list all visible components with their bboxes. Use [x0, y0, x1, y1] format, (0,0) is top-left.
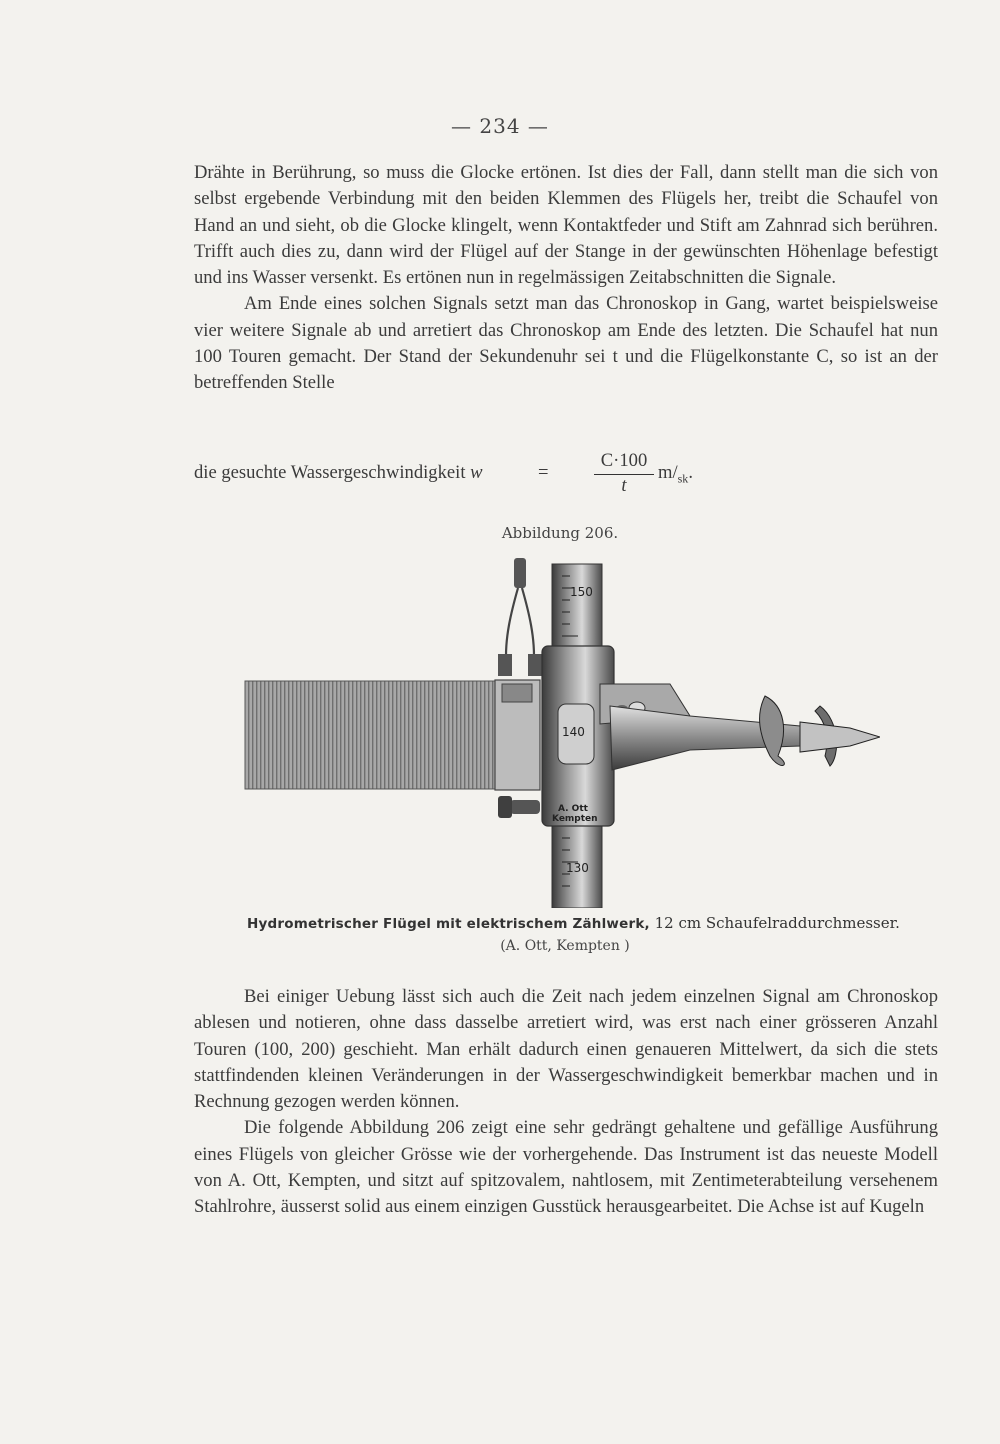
cable-plug	[514, 558, 526, 588]
formula-unit: $m/_{sk}$.	[658, 462, 693, 486]
tail-plate	[245, 681, 505, 789]
formula-numerator: C·100	[600, 450, 648, 471]
figure-caption	[247, 914, 900, 932]
body-text-bottom	[194, 984, 938, 1221]
paragraph: Am Ende eines solchen Signals setzt man das Chronoskop in Gang, wartet beispielsweise vier weitere Signale ab und arretiert das Chronoskop am Ende des letzten. Die Schaufel hat nun 100 Touren gemacht. Der Stand der Sekundenuhr sei t und die Flügelkonstante C, so ist an der betreffenden Stelle	[194, 293, 938, 394]
formula-equals: =	[538, 462, 549, 483]
caption-credit: (A. Ott, Kempten )	[500, 938, 630, 954]
current-meter-illustration	[240, 556, 880, 908]
formula-lead-text: die gesuchte Wassergeschwindigkeit w	[194, 462, 483, 483]
scale-mark: 140	[562, 725, 585, 739]
body-text-top	[194, 160, 938, 397]
scale-mark: 150	[570, 585, 593, 599]
paragraph: Die folgende Abbildung 206 zeigt eine sehr gedrängt gehaltene und gefällige Ausführung eines Flügels von gleicher Grösse wie der vorhergehende. Das Instrument ist das neueste Modell von A. Ott, Kempten, und sitzt auf spitzovalem, nahtlosem, mit Zentimeterabteilung versehenem Stahlrohre, äusserst solid aus einem einzigen Gusstück herausgearbeitet. Die Achse ist auf Kugeln	[194, 1117, 938, 1218]
paragraph: Drähte in Berührung, so muss die Glocke ertönen. Ist dies der Fall, dann stellt man die sich von selbst ergebende Verbindung mit den beiden Klemmen des Flügels her, treibt die Schaufel von Hand an und sieht, ob die Glocke klingelt, wenn Kontaktfeder und Stift am Zahnrad sich berühren. Trifft auch dies zu, dann wird der Flügel auf der Stange in der gewünschten Höhenlage befestigt und ins Wasser versenkt. Es ertönen nun in regelmässigen Zeitabschnitten die Signale.	[194, 162, 938, 289]
propeller-nose	[800, 722, 880, 752]
set-screw	[510, 800, 540, 814]
caption-title: Hydrometrischer Flügel mit elektrischem Zählwerk,	[247, 916, 650, 932]
maker-stamp: A. Ott	[558, 804, 588, 814]
caption-size: 12 cm Schaufelraddurchmesser.	[654, 914, 900, 932]
page-number: — 234 —	[451, 114, 549, 138]
cable-wire	[506, 588, 534, 656]
formula-fraction	[594, 450, 654, 497]
paragraph: Bei einiger Uebung lässt sich auch die Zeit nach jedem einzelnen Signal am Chronoskop ablesen und notieren, ohne dass dasselbe arretiert wird, was erst nach einer grösseren Anzahl Touren (100, 200) geschieht. Man erhält dadurch einen genaueren Mittelwert, da sich die stets stattfindenden kleinen Veränderungen in der Wassergeschwindigkeit bemerkbar machen und in Rechnung gezogen werden können.	[194, 986, 938, 1113]
maker-stamp: Kempten	[552, 814, 598, 824]
formula-denominator: t	[621, 475, 627, 496]
scale-mark: 130	[566, 861, 589, 875]
propeller-blade	[760, 696, 785, 765]
figure-label: Abbildung 206.	[501, 524, 619, 542]
formula-variable: w	[470, 462, 483, 483]
